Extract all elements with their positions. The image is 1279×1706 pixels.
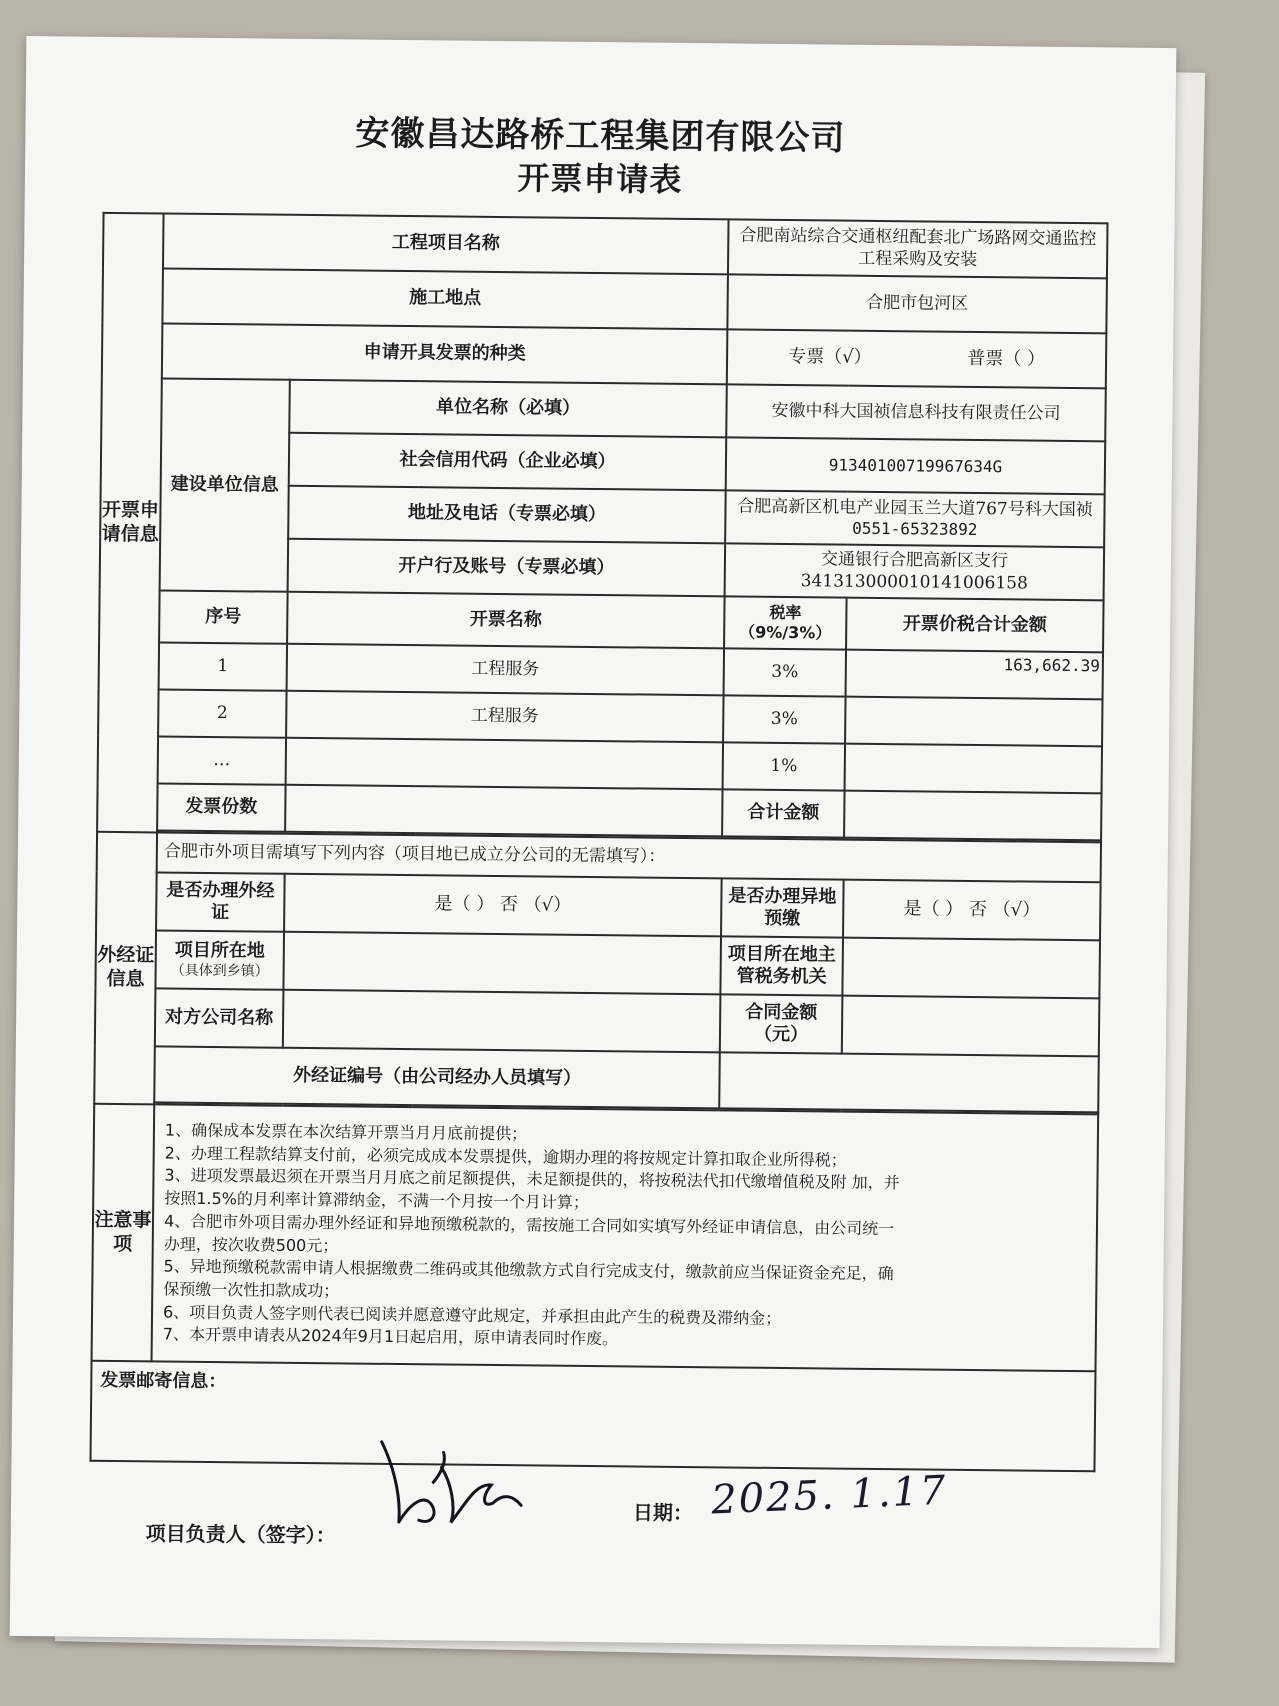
- tax-office-value[interactable]: [842, 938, 1100, 999]
- row-rate[interactable]: 1%: [723, 742, 845, 790]
- company-name: 安徽昌达路桥工程集团有限公司: [355, 113, 846, 159]
- form-title: 开票申请表: [517, 159, 683, 199]
- note-item: 7、本开票申请表从2024年9月1日起启用，原申请表同时作废。: [162, 1324, 619, 1349]
- prepay-label: 是否办理异地预缴: [721, 878, 844, 937]
- form-table: [89, 212, 1108, 1473]
- col-header-rate: 税率（9%/3%）: [724, 596, 847, 649]
- note-item: 办理，按次收费500元；: [163, 1234, 339, 1255]
- phone-value: 0551-65323892: [852, 518, 978, 540]
- note-item: 6、项目负责人签字则代表已阅读并愿意遵守此规定，并承担由此产生的税费及滞纳金；: [162, 1302, 782, 1328]
- contract-amount-value[interactable]: [842, 996, 1100, 1057]
- col-header-no: 序号: [159, 590, 288, 643]
- credit-code-label: 社会信用代码（企业必填）: [289, 433, 727, 491]
- builder-info-label: 建设单位信息: [160, 378, 290, 591]
- row-amount[interactable]: [845, 744, 1102, 794]
- project-name-label: 工程项目名称: [163, 213, 729, 274]
- row-name[interactable]: 工程服务: [286, 691, 723, 743]
- section-external-label: 外经证信息: [94, 832, 157, 1105]
- contract-amount-label: 合同金额（元）: [720, 994, 843, 1053]
- invoice-type-choices: [727, 329, 1107, 388]
- invoice-copies-label: 发票份数: [157, 783, 285, 831]
- signer-label: 项目负责人（签字）：: [145, 1521, 336, 1548]
- note-item: 3、进项发票最迟须在开票当月月底之前足额提供，未足额提供的，将按税法代扣代缴增值税及附 加，并: [164, 1165, 900, 1193]
- credit-code-value[interactable]: 91340100719967634G: [726, 437, 1106, 494]
- external-cert-label: 是否办理外经证: [156, 872, 285, 931]
- note-item: 按照1.5%的月利率计算滞纳金，不满一个月按一个月计算；: [164, 1188, 589, 1213]
- tax-office-label: 项目所在地主管税务机关: [720, 936, 843, 995]
- site-label: 施工地点: [162, 268, 728, 329]
- project-location-label: 项目所在地: [174, 939, 265, 962]
- normal-invoice-option[interactable]: 普票（ ）: [967, 348, 1046, 370]
- unit-name-value[interactable]: 安徽中科大国祯信息科技有限责任公司: [726, 384, 1106, 441]
- project-name-value[interactable]: 合肥南站综合交通枢纽配套北广场路网交通监控工程采购及安装: [728, 219, 1108, 278]
- date-label: 日期：: [632, 1500, 694, 1526]
- note-item: 5、异地预缴税款需申请人根据缴费二维码或其他缴款方式自行完成支付，缴款前应当保证资金充足，确: [163, 1256, 894, 1284]
- external-intro: 合肥市外项目需填写下列内容（项目地已成立分公司的无需填写）：: [157, 832, 1101, 882]
- invoice-copies-value[interactable]: [285, 785, 722, 837]
- bank-account-value[interactable]: 交通银行合肥高新区支行 341313000010141006158: [725, 543, 1105, 600]
- special-invoice-option[interactable]: 专票（√）: [788, 346, 872, 369]
- address-phone-label: 地址及电话（专票必填）: [288, 486, 726, 544]
- invoice-type-label: 申请开具发票的种类: [162, 323, 728, 384]
- cert-number-label: 外经证编号（由公司经办人员填写）: [154, 1046, 720, 1108]
- counterparty-value[interactable]: [283, 990, 721, 1053]
- project-location-label-cell: [155, 930, 284, 989]
- row-name[interactable]: [286, 738, 723, 790]
- row-amount[interactable]: [845, 697, 1102, 747]
- note-item: 4、合肥市外项目需办理外经证和异地预缴税款的，需按施工合同如实填写外经证申请信息，由公司统一: [163, 1211, 895, 1239]
- row-amount[interactable]: 163,662.39: [846, 650, 1103, 700]
- mailing-info-field[interactable]: [90, 1361, 1095, 1472]
- invoice-application-form: [10, 36, 1177, 1648]
- cert-number-value[interactable]: [719, 1052, 1099, 1112]
- project-location-note: （具体到乡镇）: [170, 962, 269, 980]
- row-rate[interactable]: 3%: [724, 648, 846, 696]
- note-item: 保预缴一次性扣款成功；: [163, 1279, 340, 1301]
- col-header-name: 开票名称: [287, 592, 725, 649]
- unit-name-label: 单位名称（必填）: [289, 380, 727, 438]
- project-location-value[interactable]: [283, 932, 721, 995]
- address-phone-value[interactable]: [725, 490, 1105, 547]
- handwritten-date: 2025. 1.17: [710, 1467, 949, 1524]
- note-item: 1、确保成本发票在本次结算开票当月月底前提供；: [164, 1120, 528, 1144]
- section-notes-label: 注意事项: [92, 1104, 155, 1362]
- row-no: 1: [159, 642, 287, 690]
- row-name[interactable]: 工程服务: [287, 644, 724, 696]
- prepay-choice[interactable]: 是（ ） 否 （√）: [843, 880, 1101, 941]
- section-invoice-label: 开票申请信息: [97, 213, 163, 833]
- external-cert-choice[interactable]: 是（ ） 否 （√）: [284, 874, 722, 937]
- counterparty-label: 对方公司名称: [155, 988, 284, 1047]
- row-no: 2: [158, 689, 286, 737]
- total-amount-value[interactable]: [844, 791, 1101, 841]
- row-no: …: [158, 736, 286, 784]
- address-value: 合肥高新区机电产业园玉兰大道767号科大国祯: [737, 496, 1093, 521]
- notes-list: [152, 1104, 1099, 1371]
- bank-account-label: 开户行及账号（专票必填）: [288, 539, 726, 597]
- note-item: 2、办理工程款结算支付前，必须完成成本发票提供，逾期办理的将按规定计算扣取企业所得税；: [164, 1143, 847, 1170]
- site-value[interactable]: 合肥市包河区: [727, 274, 1107, 333]
- col-header-amount: 开票价税合计金额: [846, 598, 1104, 653]
- mailing-info-label: 发票邮寄信息：: [100, 1370, 227, 1393]
- row-rate[interactable]: 3%: [723, 695, 845, 743]
- total-amount-label: 合计金额: [722, 789, 844, 837]
- handwritten-signature: [371, 1422, 542, 1534]
